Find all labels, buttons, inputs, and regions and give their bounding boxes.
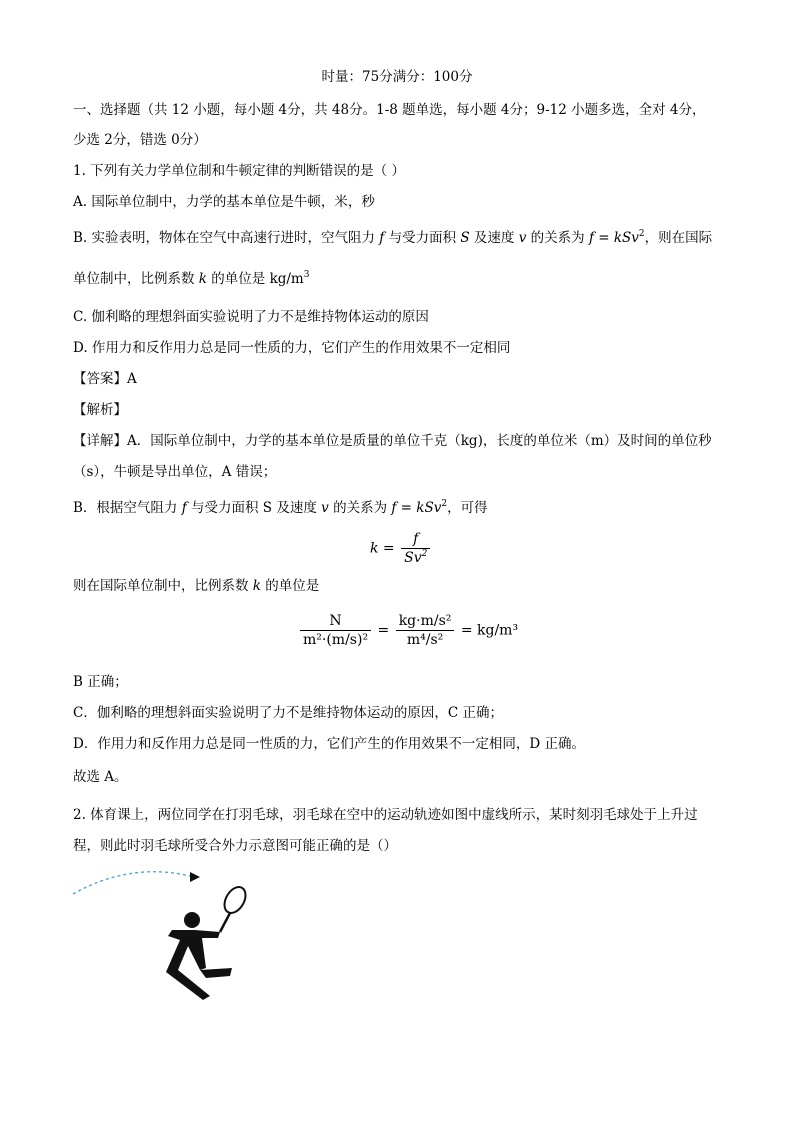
analysis-label: 【解析】 xyxy=(73,402,127,418)
text: 与受力面积 xyxy=(384,230,461,246)
detail-b: B．根据空气阻力 f 与受力面积 S 及速度 v 的关系为 f = kSv$^2$，可得 xyxy=(73,499,488,516)
detail-label: 【详解】 xyxy=(73,433,127,449)
fraction xyxy=(396,612,455,649)
q1-option-d: D. 作用力和反作用力总是同一性质的力，它们产生的作用效果不一定相同 xyxy=(73,340,511,356)
racket-handle xyxy=(220,913,230,932)
text: 则在国际单位制中，比例系数 xyxy=(73,578,253,594)
answer-label: 【答案】 xyxy=(73,371,127,387)
eq2-rhs: = kg/m³ xyxy=(460,622,519,639)
equation-unit xyxy=(298,612,518,649)
fraction xyxy=(300,612,371,649)
eq2-numerator-1: N xyxy=(329,613,342,629)
var-S: S xyxy=(460,230,470,246)
q1-option-b: B. 实验表明，物体在空气中高速行进时，空气阻力 f 与受力面积 S 及速度 v 的关系为 f = kSv$^2$，则在国际 xyxy=(73,229,713,246)
text: 的单位是 xyxy=(260,578,320,594)
var-f: f xyxy=(181,500,187,516)
fraction xyxy=(401,530,430,567)
var-f: f xyxy=(379,230,385,246)
eq2-numerator-2: kg·m/s² xyxy=(398,613,452,629)
player-body-icon xyxy=(166,930,220,1000)
var-k: k xyxy=(198,271,207,287)
player-head-icon xyxy=(184,912,200,928)
eq1-lhs: k = xyxy=(370,540,395,557)
text: ，可得 xyxy=(447,500,488,516)
formula: f = kSv xyxy=(391,500,442,516)
formula: f = kSv xyxy=(588,230,639,246)
eq2-denominator-1: m²·(m/s)² xyxy=(300,630,371,649)
text: 的关系为 xyxy=(526,230,589,246)
detail-a xyxy=(73,432,712,450)
section-title: 一、选择题（共 12 小题，每小题 4分，共 48分。1-8 题单选，每小题 4分；9-12 小题多选，全对 4分， xyxy=(73,102,706,118)
eq1-denominator: Sv$^2$ xyxy=(401,548,430,567)
equals: = xyxy=(377,622,390,639)
answer-value: A xyxy=(127,371,137,387)
unit: 的单位是 kg/m xyxy=(206,271,304,287)
badminton-figure xyxy=(60,860,280,1010)
racket-head xyxy=(220,883,250,916)
q1-stem: 1. 下列有关力学单位制和牛顿定律的判断错误的是（ ） xyxy=(73,163,405,179)
text: B．根据空气阻力 xyxy=(73,500,182,516)
q1-option-c: C. 伽利略的理想斜面实验说明了力不是维持物体运动的原因 xyxy=(73,309,429,325)
choose-answer: 故选 A。 xyxy=(73,769,128,785)
shuttle-trajectory xyxy=(73,872,190,894)
c-correct: C．伽利略的理想斜面实验说明了力不是维持物体运动的原因，C 正确； xyxy=(73,705,503,721)
answer-line xyxy=(73,370,137,388)
eq1-numerator: f xyxy=(413,531,419,547)
var-v: v xyxy=(321,500,329,516)
q2-stem-cont: 程，则此时羽毛球所受合外力示意图可能正确的是（） xyxy=(73,838,397,854)
eq2-denominator-2: m⁴/s² xyxy=(396,630,455,649)
equation-k xyxy=(370,530,432,567)
text: A．国际单位制中，力学的基本单位是质量的单位千克（kg)，长度的单位米（m）及时间的单位秒 xyxy=(127,433,712,449)
q2-stem: 2. 体育课上，两位同学在打羽毛球，羽毛球在空中的运动轨迹如图中虚线所示，某时刻羽毛球处于上升过 xyxy=(73,807,698,823)
player-leg-icon xyxy=(200,968,232,978)
var-v: v xyxy=(518,230,527,246)
d-correct: D．作用力和反作用力总是同一性质的力，它们产生的作用效果不一定相同，D 正确。 xyxy=(73,736,585,752)
b-correct: B 正确； xyxy=(73,674,128,690)
text: B. 实验表明，物体在空气中高速行进时，空气阻力 xyxy=(73,230,380,246)
section-title-cont: 少选 2分，错选 0分） xyxy=(73,132,207,148)
time-line: 时量：75分满分：100分 xyxy=(321,69,473,85)
text: 及速度 xyxy=(469,230,519,246)
text: ，则在国际 xyxy=(644,230,713,246)
shuttlecock-icon xyxy=(190,872,200,882)
text: 的关系为 xyxy=(328,500,392,516)
text: 与受力面积 S 及速度 xyxy=(186,500,322,516)
text: 单位制中，比例系数 xyxy=(73,271,199,287)
unit-intro xyxy=(73,577,319,595)
detail-a-cont: （s），牛顿是导出单位，A 错误； xyxy=(73,464,277,480)
q1-option-b-cont: 单位制中，比例系数 k 的单位是 $kg/m^3$ xyxy=(73,270,310,287)
q1-option-a: A. 国际单位制中，力学的基本单位是牛顿，米，秒 xyxy=(73,194,375,210)
text: Sv xyxy=(404,550,422,566)
var-k: k xyxy=(252,578,261,594)
